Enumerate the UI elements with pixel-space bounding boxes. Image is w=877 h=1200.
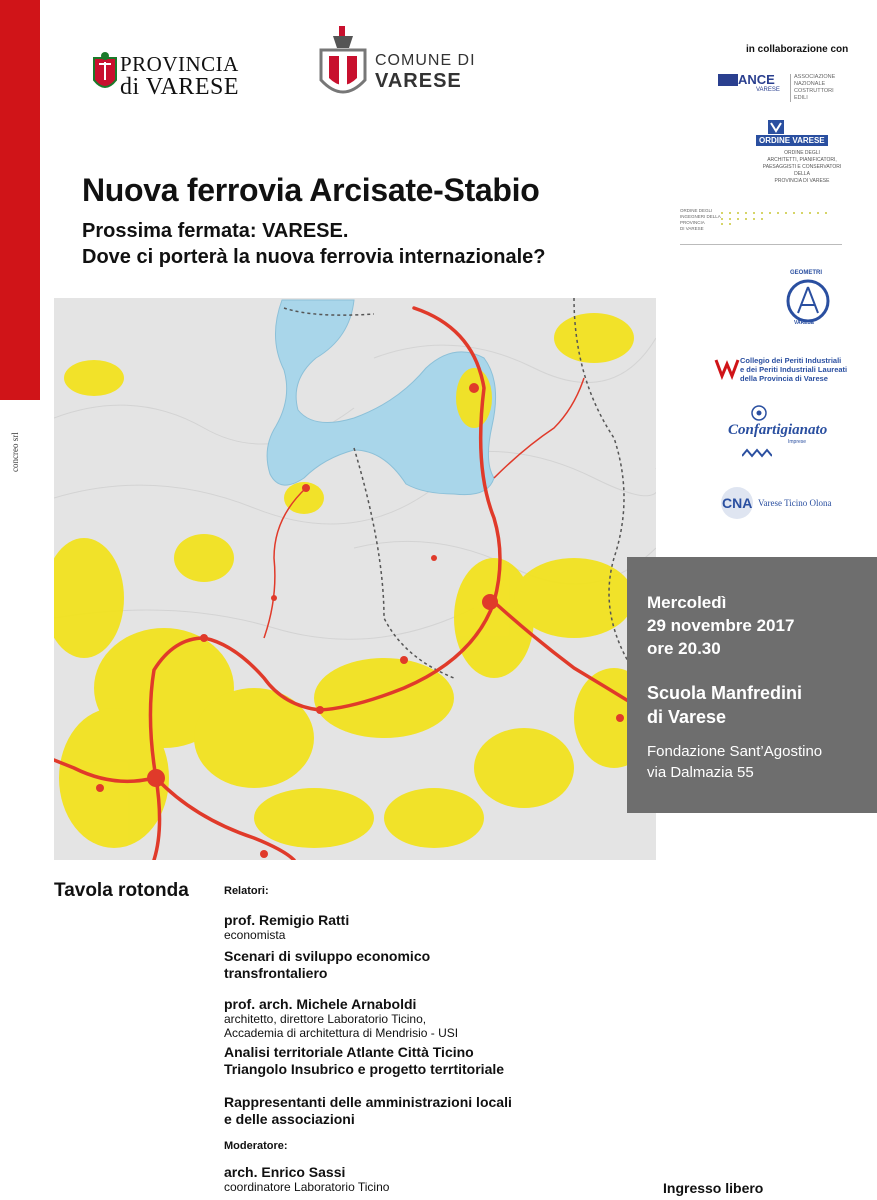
collegio-geometri-logo xyxy=(780,270,846,330)
periti-mark-icon xyxy=(714,354,740,380)
collegio-periti-logo xyxy=(714,352,852,386)
ance-logo xyxy=(718,70,848,102)
geometri-compass-icon xyxy=(786,279,830,323)
program-heading: Tavola rotonda xyxy=(54,880,189,901)
printer-credit: concreo srl xyxy=(10,432,20,472)
speaker-1 xyxy=(224,912,430,982)
event-venue: Scuola Manfredini di Varese xyxy=(647,683,803,727)
moderator xyxy=(224,1164,389,1194)
geometri-top: GEOMETRI xyxy=(790,270,823,276)
provincia-crest-icon xyxy=(92,50,118,98)
ordine-v-icon xyxy=(768,120,784,134)
cna-desc: Varese Ticino Olona xyxy=(758,498,832,508)
provincia-logo xyxy=(92,50,252,102)
moderator-role: coordinatore Laboratorio Ticino xyxy=(224,1180,390,1194)
confart-emblem-icon xyxy=(750,404,768,422)
confartigianato-logo xyxy=(728,404,846,460)
ance-mark-icon xyxy=(718,74,738,86)
comune-name-line1: COMUNE DI xyxy=(375,52,476,69)
speaker-2 xyxy=(224,996,504,1078)
other-participants: Rappresentanti delle amministrazioni locali e delle associazioni xyxy=(224,1094,512,1127)
collaboration-label: in collaborazione con xyxy=(746,44,849,55)
event-date: 29 novembre 2017 xyxy=(647,616,795,635)
moderator-name: arch. Enrico Sassi xyxy=(224,1164,346,1180)
ance-name: ANCE xyxy=(738,72,775,87)
event-day: Mercoledì xyxy=(647,593,727,612)
event-title: Nuova ferrovia Arcisate-Stabio xyxy=(82,172,540,208)
comune-crest-icon xyxy=(315,22,371,106)
speaker-1-topic: Scenari di sviluppo economico transfrontaliero xyxy=(224,948,431,981)
ance-desc: ASSOCIAZIONE NAZIONALE COSTRUTTORI EDILI xyxy=(790,74,848,102)
territory-map xyxy=(54,298,656,860)
event-datetime xyxy=(647,591,794,660)
ordine-name: ORDINE VARESE xyxy=(756,135,828,146)
confart-sub: Imprese xyxy=(788,439,807,445)
comune-name-line2: VARESE xyxy=(375,70,462,92)
subtitle-line2: Dove ci porterà la nuova ferrovia internazionale? xyxy=(82,246,546,268)
cna-name: CNA xyxy=(722,495,753,511)
confart-wave-icon xyxy=(742,448,772,458)
ance-sub: VARESE xyxy=(756,87,780,93)
subtitle-line1: Prossima fermata: VARESE. xyxy=(82,220,349,242)
speaker-2-name: prof. arch. Michele Arnaboldi xyxy=(224,996,417,1012)
ordine-ingegneri-logo xyxy=(680,208,842,245)
periti-text: Collegio dei Periti Industriali e dei Periti Industriali Laureati della Provincia di Varese xyxy=(740,356,848,383)
geometri-bottom: VARESE xyxy=(794,320,815,326)
confart-name: Confartigianato xyxy=(728,422,828,438)
red-accent-bar xyxy=(0,0,40,400)
cna-logo xyxy=(720,486,852,520)
provincia-name-line1: PROVINCIA xyxy=(120,52,239,76)
event-address: Fondazione Sant’Agostino via Dalmazia 55 xyxy=(647,743,823,781)
speaker-2-role: architetto, direttore Laboratorio Ticino, Accademia di architettura di Mendrisio - USI xyxy=(224,1012,459,1040)
speaker-1-name: prof. Remigio Ratti xyxy=(224,912,350,928)
speaker-2-topic: Analisi territoriale Atlante Città Ticino Triangolo Insubrico e progetto terrtitoriale xyxy=(224,1044,505,1077)
map-illustration xyxy=(54,298,656,860)
event-info-box xyxy=(627,557,877,813)
provincia-name-line2: di VARESE xyxy=(120,74,239,100)
moderator-label: Moderatore: xyxy=(224,1140,288,1152)
free-entry-note: Ingresso libero xyxy=(663,1180,764,1196)
ingegneri-dots-icon xyxy=(718,210,836,226)
event-subtitle xyxy=(82,218,545,270)
ordine-architetti-logo xyxy=(752,120,848,194)
comune-logo xyxy=(315,22,480,106)
event-time: ore 20.30 xyxy=(647,639,721,658)
speaker-1-role: economista xyxy=(224,928,286,942)
ingegneri-text: ORDINE DEGLI INGEGNERI DELLA PROVINCIA DI VARESE xyxy=(680,208,721,231)
ordine-desc: ORDINE DEGLI ARCHITETTI, PIANIFICATORI, PAESAGGISTI E CONSERVATORI DELLA PROVINCIA DI VARESE xyxy=(762,150,842,184)
speakers-label: Relatori: xyxy=(224,885,269,897)
